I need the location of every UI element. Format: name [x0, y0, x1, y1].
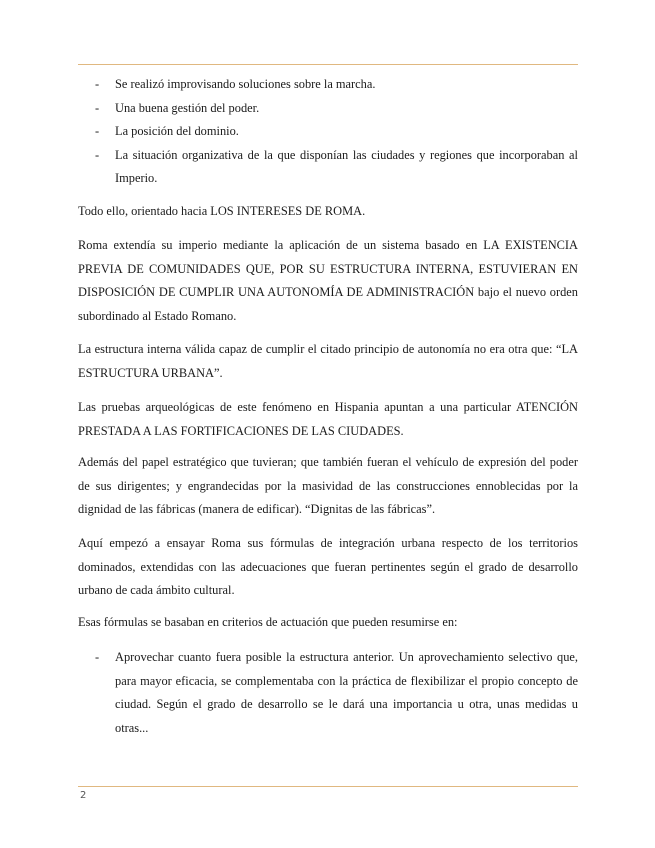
- bottom-bullet-list: [78, 646, 578, 740]
- list-item-text: Se realizó improvisando soluciones sobre la marcha.: [115, 77, 376, 91]
- bullet-dash: -: [95, 124, 100, 138]
- list-item-text: Una buena gestión del poder.: [115, 100, 260, 115]
- top-bullet-list: [78, 73, 578, 191]
- bullet-dash: -: [95, 100, 100, 115]
- header-rule: [78, 64, 578, 65]
- list-item-text: La posición del dominio.: [115, 124, 239, 138]
- paragraph-pruebas: Las pruebas arqueológicas de este fenómeno en Hispania apuntan a una particular ATENCIÓN PRESTADA A LAS FORTIFICACIONES DE LAS CIUDADES.: [78, 400, 578, 438]
- bullet-dash: -: [95, 147, 100, 162]
- footer-rule: [78, 786, 578, 787]
- paragraph-integracion: Aquí empezó a ensayar Roma sus fórmulas de integración urbana respecto de los territorios dominados, extendidas con las adecuaciones que fueran pertinentes según el grado de desarrollo urbano de cada ámbito cultural.: [78, 536, 578, 597]
- bullet-dash: -: [95, 650, 100, 664]
- list-item-text: Aprovechar cuanto fuera posible la estructura anterior. Un aprovechamiento selectivo que, para mayor eficacia, se complementaba con la práctica de flexibilizar el propio concepto de ciudad. Según el grado de desarrollo se le dará una importancia u otra, unas medidas u otras...: [115, 650, 578, 735]
- list-item: [78, 73, 578, 97]
- list-item: [78, 120, 578, 144]
- list-item: [78, 646, 578, 740]
- list-item: [78, 144, 578, 191]
- paragraph-sistema: Roma extendía su imperio mediante la aplicación de un sistema basado en LA EXISTENCIA PREVIA DE COMUNIDADES QUE, POR SU ESTRUCTURA INTERNA, ESTUVIERAN EN DISPOSICIÓN DE CUMPLIR UNA AUTONOMÍA DE ADMINISTRACIÓN bajo el nuevo orden subordinado al Estado Romano.: [78, 238, 578, 323]
- bullet-dash: -: [95, 77, 100, 91]
- paragraph-papel-estrategico: Además del papel estratégico que tuvieran; que también fueran el vehículo de expresión del poder de sus dirigentes; y engrandecidas por la masividad de las construcciones ennoblecidas por la dignidad de las fábricas (manera de edificar). “Dignitas de las fábricas”.: [78, 455, 578, 516]
- paragraph-formulas: Esas fórmulas se basaban en criterios de actuación que pueden resumirse en:: [78, 615, 458, 629]
- list-item: [78, 97, 578, 121]
- list-item-text: La situación organizativa de la que disponían las ciudades y regiones que incorporaban al Imperio.: [115, 147, 578, 185]
- paragraph-estructura-urbana: La estructura interna válida capaz de cumplir el citado principio de autonomía no era otra que: “LA ESTRUCTURA URBANA”.: [78, 342, 578, 380]
- page-number: 2: [80, 790, 87, 801]
- paragraph-intereses: Todo ello, orientado hacia LOS INTERESES DE ROMA.: [78, 204, 366, 218]
